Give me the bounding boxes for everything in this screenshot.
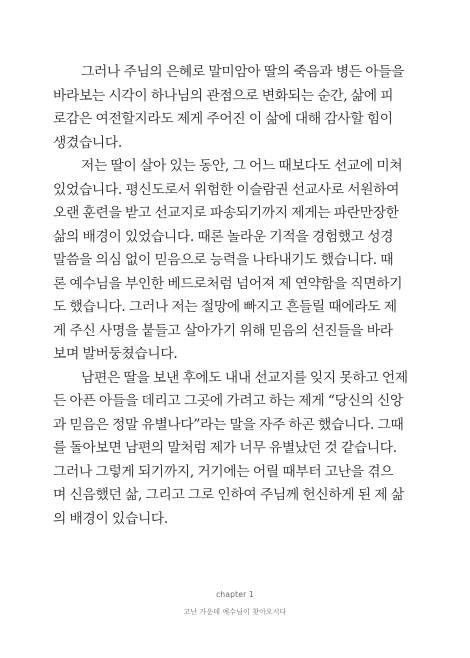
text-line: 게 주신 사명을 붙들고 살아가기 위해 믿음의 선진들을 바라 xyxy=(53,322,393,339)
text-line: 를 돌아보면 남편의 말처럼 제가 너무 유별났던 것 같습니다. xyxy=(53,440,397,456)
text-line: 있었습니다. 평신도로서 위험한 이슬람권 선교사로 서원하여 xyxy=(53,181,400,198)
text-line: 저는 딸이 살아 있는 동안, 그 어느 때보다도 선교에 미쳐 xyxy=(81,158,403,174)
text-line: 며 신음했던 삶, 그리고 그로 인하여 주님께 헌신하게 된 제 삶 xyxy=(53,487,404,503)
text-line: 그러나 주님의 은혜로 말미암아 딸의 죽음과 병든 아들을 xyxy=(81,64,405,80)
text-line: 바라보는 시각이 하나님의 관점으로 변화되는 순간, 삶에 피 xyxy=(53,87,394,104)
text-line: 생겼습니다. xyxy=(53,134,122,151)
text-line: 의 배경이 있습니다. xyxy=(53,510,168,527)
text-line: 로감은 여전할지라도 제게 주어진 이 삶에 대해 감사할 힘이 xyxy=(53,111,393,127)
text-line: 남편은 딸을 보낸 후에도 내내 선교지를 잊지 못하고 언제 xyxy=(81,369,408,386)
running-footer-title: 고난 가운데 예수님이 찾아오시다 xyxy=(183,608,287,616)
body-text xyxy=(53,61,425,531)
text-line: 론 예수님을 부인한 베드로처럼 넘어져 제 연약함을 직면하기 xyxy=(53,275,403,292)
text-line: 과 믿음은 정말 유별나다”라는 말을 자주 하곤 했습니다. 그때 xyxy=(53,416,404,433)
text-line: 그러나 그렇게 되기까지, 거기에는 어릴 때부터 고난을 겪으 xyxy=(53,463,394,480)
text-line: 삶의 배경이 있었습니다. 때론 놀라운 기적을 경험했고 성경 xyxy=(53,228,394,245)
text-line: 든 아픈 아들을 데리고 그곳에 가려고 하는 제게 “당신의 신앙 xyxy=(53,393,403,409)
chapter-label: chapter 1 xyxy=(216,590,254,599)
text-line: 도 했습니다. 그러나 저는 절망에 빠지고 흔들릴 때에라도 제 xyxy=(53,299,397,315)
text-line: 보며 발버둥쳤습니다. xyxy=(53,346,178,362)
text-line: 말씀을 의심 없이 믿음으로 능력을 나타내기도 했습니다. 때 xyxy=(53,252,394,268)
text-line: 오랜 훈련을 받고 선교지로 파송되기까지 제게는 파란만장한 xyxy=(53,205,399,221)
